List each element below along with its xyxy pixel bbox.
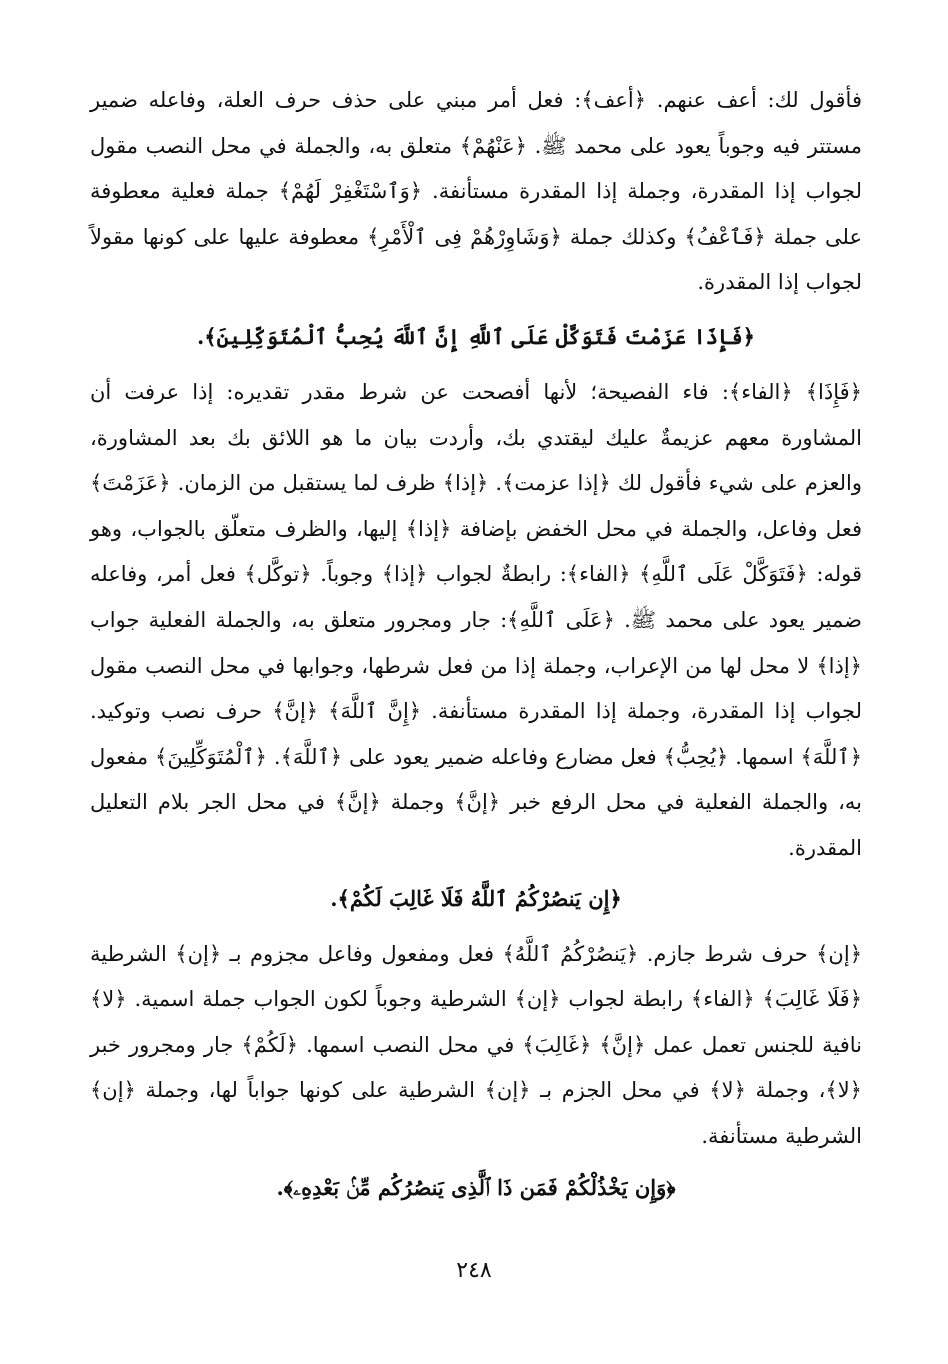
quran-verse: ﴿وَإِن يَخْذُلْكُمْ فَمَن ذَا ٱلَّذِى يَنصُرُكُم مِّنۢ بَعْدِهِۦ﴾. <box>276 1175 676 1201</box>
commentary-paragraph: فأقول لك: أعف عنهم. ﴿أعف﴾: فعل أمر مبني على حذف حرف العلة، وفاعله ضمير مستتر فيه وجوباً يعود على محمد ﷺ. ﴿عَنْهُمْ﴾ متعلق به، والجملة في محل النصب مقول لجواب إذا المقدرة، وجملة إذا المقدرة مستأنفة. ﴿وَٱسْتَغْفِرْ لَهُمْ﴾ جملة فعلية معطوفة على جملة ﴿فَٱعْفُ﴾ وكذلك جملة ﴿وَشَاوِرْهُمْ فِى ٱلْأَمْرِ﴾ معطوفة عليها على كونها مقولاً لجواب إذا المقدرة. <box>90 88 862 295</box>
quran-verse: ﴿فَإِذَا عَزَمْتَ فَتَوَكَّلْ عَلَى ٱللَّهِ إِنَّ ٱللَّهَ يُحِبُّ ٱلْمُتَوَكِّلِينَ﴾. <box>197 323 755 349</box>
text-column <box>90 78 862 1211</box>
commentary-paragraph: ﴿فَإِذَا﴾ ﴿الفاء﴾: فاء الفصيحة؛ لأنها أفصحت عن شرط مقدر تقديره: إذا عرفت أن المشاورة معهم عزيمةٌ عليك ليقتدي بك، وأردت بيان ما هو اللائق بك بعد المشاورة، والعزم على شيء فأقول لك ﴿إذا عزمت﴾. ﴿إذا﴾ ظرف لما يستقبل من الزمان. ﴿عَزَمْتَ﴾ فعل وفاعل، والجملة في محل الخفض بإضافة ﴿إذا﴾ إليها، والظرف متعلّق بالجواب، وهو قوله: ﴿فَتَوَكَّلْ عَلَى ٱللَّهِ﴾ ﴿الفاء﴾: رابطةٌ لجواب ﴿إذا﴾ وجوباً. ﴿توكَّل﴾ فعل أمر، وفاعله ضمير يعود على محمد ﷺ. ﴿عَلَى ٱللَّهِ﴾: جار ومجرور متعلق به، والجملة الفعلية جواب ﴿إذا﴾ لا محل لها من الإعراب، وجملة إذا من فعل شرطها، وجوابها في محل النصب مقول لجواب إذا المقدرة، وجملة إذا المقدرة مستأنفة. ﴿إِنَّ ٱللَّهَ﴾ ﴿إنَّ﴾ حرف نصب وتوكيد. ﴿ٱللَّهَ﴾ اسمها. ﴿يُحِبُّ﴾ فعل مضارع وفاعله ضمير يعود على ﴿ٱللَّهَ﴾. ﴿ٱلْمُتَوَكِّلِينَ﴾ مفعول به، والجملة الفعلية في محل الرفع خبر ﴿إنَّ﴾ وجملة ﴿إنَّ﴾ في محل الجر بلام التعليل المقدرة. <box>90 379 862 860</box>
page-number: ٢٤٨ <box>456 1258 492 1283</box>
commentary-paragraph: ﴿إن﴾ حرف شرط جازم. ﴿يَنصُرْكُمُ ٱللَّهُ﴾ فعل ومفعول وفاعل مجزوم بـ ﴿إن﴾ الشرطية ﴿فَلَا غَالِبَ﴾ ﴿الفاء﴾ رابطة لجواب ﴿إن﴾ الشرطية وجوباً لكون الجواب جملة اسمية. ﴿لا﴾ نافية للجنس تعمل عمل ﴿إنَّ﴾ ﴿غَالِبَ﴾ في محل النصب اسمها. ﴿لَكُمْ﴾ جار ومجرور خبر ﴿لا﴾، وجملة ﴿لا﴾ في محل الجزم بـ ﴿إن﴾ الشرطية على كونها جواباً لها، وجملة ﴿إن﴾ الشرطية مستأنفة. <box>90 941 862 1148</box>
quran-verse: ﴿إِن يَنصُرْكُمُ ٱللَّهُ فَلَا غَالِبَ لَكُمْ﴾. <box>330 885 622 911</box>
